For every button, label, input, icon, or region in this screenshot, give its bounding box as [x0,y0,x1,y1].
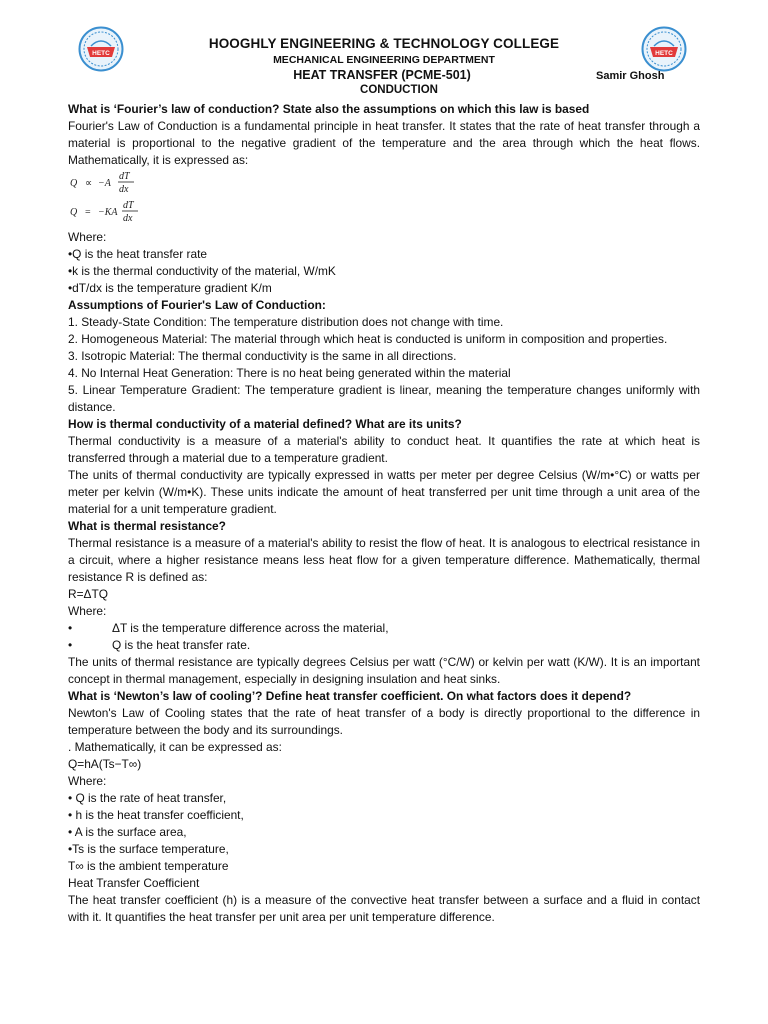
paragraph: Fourier's Law of Conduction is a fundamental principle in heat transfer. It states that the rate of heat transfer through a material is proportional to the negative gradient of the temperature and the area through which the heat flows. Mathematically, it is expressed as: [68,119,700,167]
formula-2-numerator: dT [123,200,134,211]
list-item-text: ΔT is the temperature difference across the material, [112,621,389,635]
formula-1-coefficient: −A [98,178,111,189]
where-label: Where: [68,604,107,618]
list-item: 3. Isotropic Material: The thermal conductivity is the same in all directions. [68,349,457,363]
list-item: T∞ is the ambient temperature [68,859,229,873]
formula-2-denominator: dx [123,213,133,224]
paragraph: Newton's Law of Cooling states that the rate of heat transfer of a body is directly proportional to the difference in temperature between the body and its surroundings. [68,706,700,737]
list-item: • A is the surface area, [68,825,187,839]
list-item-text: Q is the heat transfer rate. [112,638,251,652]
list-item: •Q is the heat transfer rate [68,247,207,261]
equation-resistance: R=ΔTQ [68,587,108,601]
equation-newton: Q=hA(Ts−T∞) [68,757,142,771]
heading-assumptions: Assumptions of Fourier's Law of Conduction: [68,298,326,312]
paragraph: The units of thermal resistance are typically degrees Celsius per watt (°C/W) or kelvin per watt (K/W). It is an important concept in thermal management, especially in designing insulation and heat sinks. [68,655,700,686]
list-item: 1. Steady-State Condition: The temperature distribution does not change with time. [68,315,504,329]
heading-htc: Heat Transfer Coefficient [68,876,200,890]
topic-title: CONDUCTION [360,84,438,96]
college-name: HOOGHLY ENGINEERING & TECHNOLOGY COLLEGE [208,36,560,51]
bullet: • [68,638,73,652]
list-item: •dT/dx is the temperature gradient K/m [68,281,272,295]
list-item: • Q is the rate of heat transfer, [68,791,227,805]
fourier-formula [68,169,168,229]
list-item: •k is the thermal conductivity of the material, W/mK [68,264,336,278]
paragraph: Thermal conductivity is a measure of a material's ability to conduct heat. It quantifies the rate at which heat is transferred through a material due to a temperature gradient. [68,434,700,465]
list-item: 2. Homogeneous Material: The material through which heat is conducted is uniform in composition and properties. [68,332,668,346]
bullet: • [68,621,73,635]
list-item: 5. Linear Temperature Gradient: The temperature gradient is linear, meaning the temperature changes uniformly with distance. [68,383,700,414]
formula-1-relation: ∝ [85,178,93,189]
paragraph: . Mathematically, it can be expressed as: [68,740,282,754]
question-newton: What is ‘Newton’s law of cooling’? Define heat transfer coefficient. On what factors does it depend? [68,689,632,703]
document-body [68,101,700,926]
paragraph: The heat transfer coefficient (h) is a measure of the convective heat transfer between a surface and a fluid in contact with it. It quantifies the heat transfer per unit area per unit temperature difference. [68,893,700,924]
list-item [68,620,700,637]
question-fourier: What is ‘Fourier’s law of conduction? State also the assumptions on which this law is based [68,102,590,116]
formula-2-relation: = [85,207,91,218]
where-label: Where: [68,774,107,788]
question-conductivity: How is thermal conductivity of a material defined? What are its units? [68,417,462,431]
formula-1-lhs: Q [70,178,78,189]
formula-2-lhs: Q [70,207,78,218]
svg-text:HETC: HETC [655,50,673,57]
formula-2-coefficient: −KA [98,207,118,218]
list-item: • h is the heat transfer coefficient, [68,808,244,822]
paragraph: The units of thermal conductivity are typically expressed in watts per meter per degree Celsius (W/m•°C) or watts per meter per kelvin (W/m•K). These units indicate the amount of heat transferred per unit time through a unit area of the material for a unit temperature gradient. [68,468,700,516]
question-resistance: What is thermal resistance? [68,519,226,533]
paragraph: Thermal resistance is a measure of a material's ability to resist the flow of heat. It is analogous to electrical resistance in a circuit, where a higher resistance means less heat flow for a given temperature difference. Mathematically, thermal resistance R is defined as: [68,536,700,584]
author-name: Samir Ghosh [596,70,665,82]
where-label: Where: [68,230,107,244]
list-item: •Ts is the surface temperature, [68,842,229,856]
formula-1-numerator: dT [119,171,130,182]
subject-title: HEAT TRANSFER (PCME-501) [293,68,471,82]
formula-1-denominator: dx [119,184,129,195]
svg-text:HETC: HETC [92,50,110,57]
list-item [68,637,700,654]
list-item: 4. No Internal Heat Generation: There is no heat being generated within the material [68,366,511,380]
department-name: MECHANICAL ENGINEERING DEPARTMENT [273,54,495,66]
